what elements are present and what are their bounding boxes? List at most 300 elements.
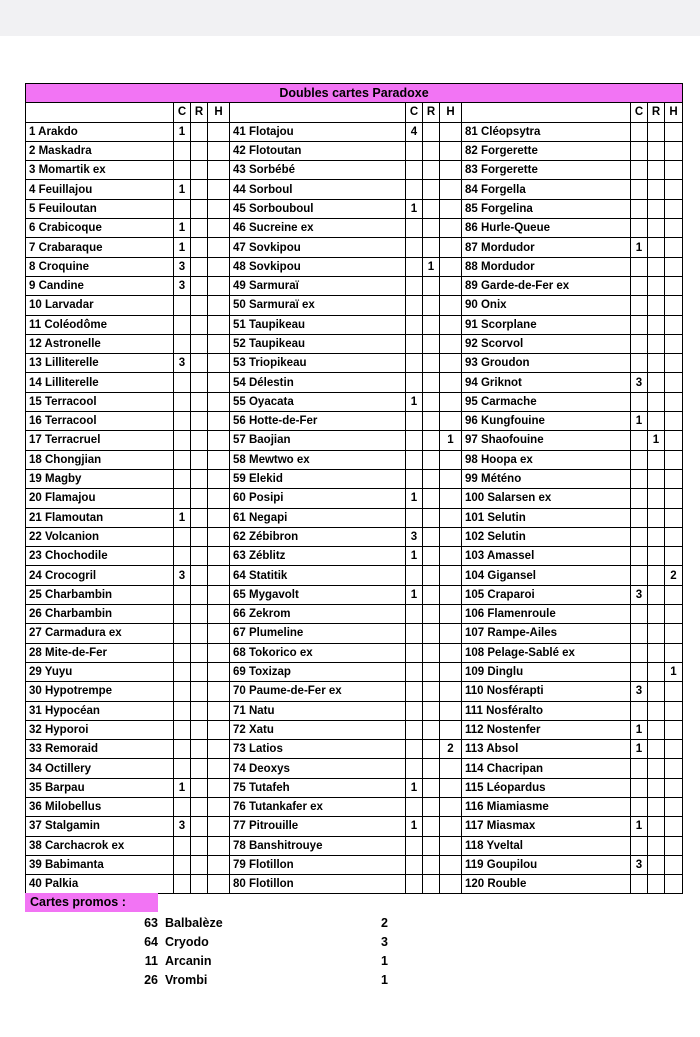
table-row <box>26 354 683 373</box>
card-name: 110 Nosférapti <box>462 682 631 701</box>
count-c <box>406 296 423 315</box>
promo-item <box>140 971 400 990</box>
promo-count: 3 <box>381 935 388 949</box>
count-h <box>440 469 462 488</box>
card-name: 40 Palkia <box>26 875 174 894</box>
card-name: 102 Selutin <box>462 527 631 546</box>
count-r <box>191 662 208 681</box>
card-name: 9 Candine <box>26 276 174 295</box>
count-h <box>665 778 683 797</box>
count-c <box>406 624 423 643</box>
count-r <box>191 585 208 604</box>
count-r <box>423 566 440 585</box>
count-h <box>208 662 230 681</box>
count-c: 1 <box>631 740 648 759</box>
table-row <box>26 296 683 315</box>
count-r <box>191 875 208 894</box>
count-c: 3 <box>631 585 648 604</box>
count-c <box>631 508 648 527</box>
count-c <box>631 431 648 450</box>
count-h <box>208 566 230 585</box>
count-h <box>208 373 230 392</box>
count-r <box>648 547 665 566</box>
count-r: 1 <box>423 257 440 276</box>
table-row <box>26 450 683 469</box>
card-name: 117 Miasmax <box>462 817 631 836</box>
count-h <box>440 315 462 334</box>
count-c <box>406 315 423 334</box>
card-name: 27 Carmadura ex <box>26 624 174 643</box>
card-name: 115 Léopardus <box>462 778 631 797</box>
count-r <box>423 238 440 257</box>
card-name: 21 Flamoutan <box>26 508 174 527</box>
count-h <box>440 701 462 720</box>
count-h <box>440 392 462 411</box>
count-c: 4 <box>406 122 423 141</box>
table-row <box>26 161 683 180</box>
count-h <box>208 527 230 546</box>
count-r <box>191 141 208 160</box>
card-name: 53 Triopikeau <box>230 354 406 373</box>
count-h <box>440 836 462 855</box>
count-r <box>191 373 208 392</box>
card-name: 54 Délestin <box>230 373 406 392</box>
count-h <box>440 334 462 353</box>
table-row <box>26 875 683 894</box>
header-h: H <box>440 103 462 122</box>
card-name: 101 Selutin <box>462 508 631 527</box>
count-r <box>423 759 440 778</box>
count-c <box>174 489 191 508</box>
count-h <box>440 720 462 739</box>
count-h <box>208 682 230 701</box>
count-r <box>191 836 208 855</box>
count-h <box>440 759 462 778</box>
count-h <box>208 354 230 373</box>
header-c: C <box>631 103 648 122</box>
count-h <box>665 855 683 874</box>
count-c: 3 <box>174 354 191 373</box>
count-h <box>440 566 462 585</box>
count-c: 1 <box>406 585 423 604</box>
count-r <box>191 566 208 585</box>
card-name: 111 Nosféralto <box>462 701 631 720</box>
count-r <box>423 122 440 141</box>
count-h <box>208 469 230 488</box>
table-row <box>26 257 683 276</box>
count-h <box>440 797 462 816</box>
count-h <box>208 740 230 759</box>
count-c <box>406 412 423 431</box>
promo-name: Vrombi <box>165 973 208 987</box>
count-c <box>631 875 648 894</box>
table-row <box>26 276 683 295</box>
card-name: 5 Feuiloutan <box>26 199 174 218</box>
table-row <box>26 141 683 160</box>
count-c <box>174 469 191 488</box>
count-r <box>423 836 440 855</box>
count-r <box>648 817 665 836</box>
count-h: 2 <box>440 740 462 759</box>
count-h <box>440 180 462 199</box>
count-r <box>423 296 440 315</box>
card-name: 10 Larvadar <box>26 296 174 315</box>
count-c <box>174 662 191 681</box>
count-c <box>631 778 648 797</box>
count-h <box>665 875 683 894</box>
count-r <box>648 141 665 160</box>
card-name: 13 Lilliterelle <box>26 354 174 373</box>
card-name: 74 Deoxys <box>230 759 406 778</box>
header-h: H <box>208 103 230 122</box>
count-c <box>174 643 191 662</box>
count-r <box>423 605 440 624</box>
count-h <box>440 643 462 662</box>
card-name: 4 Feuillajou <box>26 180 174 199</box>
card-name: 114 Chacripan <box>462 759 631 778</box>
card-name: 75 Tutafeh <box>230 778 406 797</box>
card-name: 105 Craparoi <box>462 585 631 604</box>
count-r <box>423 778 440 797</box>
count-r <box>423 199 440 218</box>
count-r <box>648 257 665 276</box>
card-name: 2 Maskadra <box>26 141 174 160</box>
count-c: 3 <box>631 373 648 392</box>
card-name: 19 Magby <box>26 469 174 488</box>
count-r <box>423 489 440 508</box>
card-name: 29 Yuyu <box>26 662 174 681</box>
card-name: 37 Stalgamin <box>26 817 174 836</box>
count-h <box>208 412 230 431</box>
count-r <box>648 412 665 431</box>
card-name: 20 Flamajou <box>26 489 174 508</box>
count-r <box>648 373 665 392</box>
card-name: 25 Charbambin <box>26 585 174 604</box>
count-c <box>406 759 423 778</box>
count-r <box>423 141 440 160</box>
card-name: 46 Sucreine ex <box>230 219 406 238</box>
count-r <box>648 469 665 488</box>
count-c <box>174 855 191 874</box>
card-name: 79 Flotillon <box>230 855 406 874</box>
card-name: 39 Babimanta <box>26 855 174 874</box>
card-name: 93 Groudon <box>462 354 631 373</box>
count-h <box>208 238 230 257</box>
count-r <box>423 354 440 373</box>
count-c <box>174 161 191 180</box>
count-r <box>423 701 440 720</box>
count-h <box>440 373 462 392</box>
count-h <box>440 547 462 566</box>
table-row <box>26 373 683 392</box>
card-name: 35 Barpau <box>26 778 174 797</box>
count-c <box>631 489 648 508</box>
count-r <box>191 855 208 874</box>
table-row <box>26 199 683 218</box>
count-r <box>648 855 665 874</box>
count-h <box>440 624 462 643</box>
card-name: 97 Shaofouine <box>462 431 631 450</box>
count-c: 3 <box>174 817 191 836</box>
card-name: 41 Flotajou <box>230 122 406 141</box>
card-name: 91 Scorplane <box>462 315 631 334</box>
count-r <box>648 720 665 739</box>
card-name: 113 Absol <box>462 740 631 759</box>
table-row <box>26 682 683 701</box>
card-name: 88 Mordudor <box>462 257 631 276</box>
promo-number: 26 <box>144 973 158 987</box>
card-name: 59 Elekid <box>230 469 406 488</box>
count-c <box>406 257 423 276</box>
count-c <box>631 797 648 816</box>
count-r <box>648 334 665 353</box>
count-r <box>423 740 440 759</box>
count-c <box>631 141 648 160</box>
count-r <box>423 855 440 874</box>
card-name: 65 Mygavolt <box>230 585 406 604</box>
card-name: 120 Rouble <box>462 875 631 894</box>
promo-number: 11 <box>144 954 158 968</box>
card-name: 85 Forgelina <box>462 199 631 218</box>
count-r <box>648 566 665 585</box>
count-h <box>208 720 230 739</box>
count-r <box>423 624 440 643</box>
card-name: 96 Kungfouine <box>462 412 631 431</box>
promo-name: Arcanin <box>165 954 212 968</box>
count-r <box>191 238 208 257</box>
count-h <box>208 392 230 411</box>
count-c <box>406 605 423 624</box>
count-c <box>406 566 423 585</box>
card-name: 109 Dinglu <box>462 662 631 681</box>
count-r <box>191 161 208 180</box>
count-r <box>648 643 665 662</box>
count-c: 1 <box>174 122 191 141</box>
count-c <box>631 354 648 373</box>
count-r <box>191 257 208 276</box>
count-c <box>631 315 648 334</box>
count-c <box>174 392 191 411</box>
count-r <box>648 875 665 894</box>
card-name: 55 Oyacata <box>230 392 406 411</box>
header-h: H <box>665 103 683 122</box>
count-h <box>208 797 230 816</box>
count-h <box>208 315 230 334</box>
count-h <box>665 412 683 431</box>
card-name: 98 Hoopa ex <box>462 450 631 469</box>
count-r <box>648 219 665 238</box>
header-r: R <box>648 103 665 122</box>
count-r <box>191 334 208 353</box>
count-r <box>423 373 440 392</box>
card-name: 23 Chochodile <box>26 547 174 566</box>
count-r <box>648 740 665 759</box>
count-c <box>406 450 423 469</box>
table-row <box>26 624 683 643</box>
promo-count: 2 <box>381 916 388 930</box>
count-r <box>648 585 665 604</box>
card-name: 22 Volcanion <box>26 527 174 546</box>
count-h <box>208 180 230 199</box>
table-row <box>26 701 683 720</box>
promo-count: 1 <box>381 954 388 968</box>
table-row <box>26 180 683 199</box>
card-name: 47 Sovkipou <box>230 238 406 257</box>
count-r <box>648 238 665 257</box>
count-h <box>208 701 230 720</box>
count-r <box>191 219 208 238</box>
table-row <box>26 392 683 411</box>
count-h <box>208 199 230 218</box>
count-r <box>648 682 665 701</box>
card-name: 3 Momartik ex <box>26 161 174 180</box>
card-name: 116 Miamiasme <box>462 797 631 816</box>
count-c <box>406 219 423 238</box>
count-h <box>665 759 683 778</box>
card-name: 81 Cléopsytra <box>462 122 631 141</box>
count-c <box>631 392 648 411</box>
count-c <box>174 431 191 450</box>
count-r <box>191 469 208 488</box>
count-h <box>208 141 230 160</box>
count-h <box>208 855 230 874</box>
card-name: 76 Tutankafer ex <box>230 797 406 816</box>
count-h <box>208 296 230 315</box>
table-row <box>26 643 683 662</box>
table-row <box>26 740 683 759</box>
count-r <box>423 643 440 662</box>
header-blank <box>26 103 174 122</box>
table-row <box>26 238 683 257</box>
count-r <box>648 624 665 643</box>
count-h <box>208 276 230 295</box>
table-row <box>26 334 683 353</box>
count-c <box>174 701 191 720</box>
card-name: 100 Salarsen ex <box>462 489 631 508</box>
count-r <box>648 392 665 411</box>
card-name: 1 Arakdo <box>26 122 174 141</box>
count-r <box>191 296 208 315</box>
count-c <box>174 547 191 566</box>
card-name: 8 Croquine <box>26 257 174 276</box>
count-h <box>665 605 683 624</box>
card-name: 58 Mewtwo ex <box>230 450 406 469</box>
count-c <box>631 161 648 180</box>
count-c <box>174 605 191 624</box>
count-h <box>665 585 683 604</box>
card-name: 66 Zekrom <box>230 605 406 624</box>
top-bar <box>0 0 700 36</box>
count-r <box>423 797 440 816</box>
card-name: 31 Hypocéan <box>26 701 174 720</box>
table-row <box>26 431 683 450</box>
count-h <box>665 161 683 180</box>
count-h <box>440 682 462 701</box>
count-c: 3 <box>406 527 423 546</box>
card-name: 90 Onix <box>462 296 631 315</box>
card-name: 87 Mordudor <box>462 238 631 257</box>
count-c: 1 <box>406 547 423 566</box>
count-c <box>406 354 423 373</box>
count-h: 1 <box>440 431 462 450</box>
promo-count: 1 <box>381 973 388 987</box>
count-r <box>648 450 665 469</box>
count-r <box>191 508 208 527</box>
count-c: 1 <box>631 720 648 739</box>
count-h <box>665 547 683 566</box>
count-r <box>191 701 208 720</box>
table-row <box>26 489 683 508</box>
header-blank <box>462 103 631 122</box>
count-c <box>406 855 423 874</box>
table-row <box>26 585 683 604</box>
count-c: 1 <box>631 412 648 431</box>
count-h <box>208 817 230 836</box>
count-c <box>631 334 648 353</box>
card-name: 42 Flotoutan <box>230 141 406 160</box>
count-c <box>406 701 423 720</box>
count-c <box>174 740 191 759</box>
count-r <box>423 527 440 546</box>
count-r <box>648 122 665 141</box>
table-row <box>26 797 683 816</box>
count-r <box>423 392 440 411</box>
card-name: 33 Remoraid <box>26 740 174 759</box>
table-row <box>26 122 683 141</box>
count-h <box>665 315 683 334</box>
count-c <box>631 759 648 778</box>
count-h <box>440 161 462 180</box>
count-r <box>648 276 665 295</box>
count-h <box>440 662 462 681</box>
count-c <box>406 875 423 894</box>
table-row <box>26 547 683 566</box>
count-h <box>208 643 230 662</box>
count-h <box>665 219 683 238</box>
count-h <box>665 141 683 160</box>
count-r <box>648 836 665 855</box>
table-row <box>26 315 683 334</box>
count-h <box>665 296 683 315</box>
count-h <box>665 508 683 527</box>
count-c <box>631 547 648 566</box>
count-h <box>440 875 462 894</box>
card-name: 52 Taupikeau <box>230 334 406 353</box>
count-r <box>648 508 665 527</box>
card-name: 70 Paume-de-Fer ex <box>230 682 406 701</box>
count-r <box>191 797 208 816</box>
count-h <box>665 373 683 392</box>
table-row <box>26 219 683 238</box>
count-r <box>191 392 208 411</box>
count-c <box>174 875 191 894</box>
header-c: C <box>174 103 191 122</box>
table-row <box>26 759 683 778</box>
card-name: 95 Carmache <box>462 392 631 411</box>
card-name: 15 Terracool <box>26 392 174 411</box>
count-c <box>631 199 648 218</box>
card-name: 6 Crabicoque <box>26 219 174 238</box>
count-c <box>631 450 648 469</box>
count-r <box>423 180 440 199</box>
count-r <box>191 199 208 218</box>
count-h <box>208 605 230 624</box>
count-h <box>665 797 683 816</box>
count-r <box>191 759 208 778</box>
count-r <box>191 122 208 141</box>
card-name: 50 Sarmuraï ex <box>230 296 406 315</box>
count-r <box>423 817 440 836</box>
